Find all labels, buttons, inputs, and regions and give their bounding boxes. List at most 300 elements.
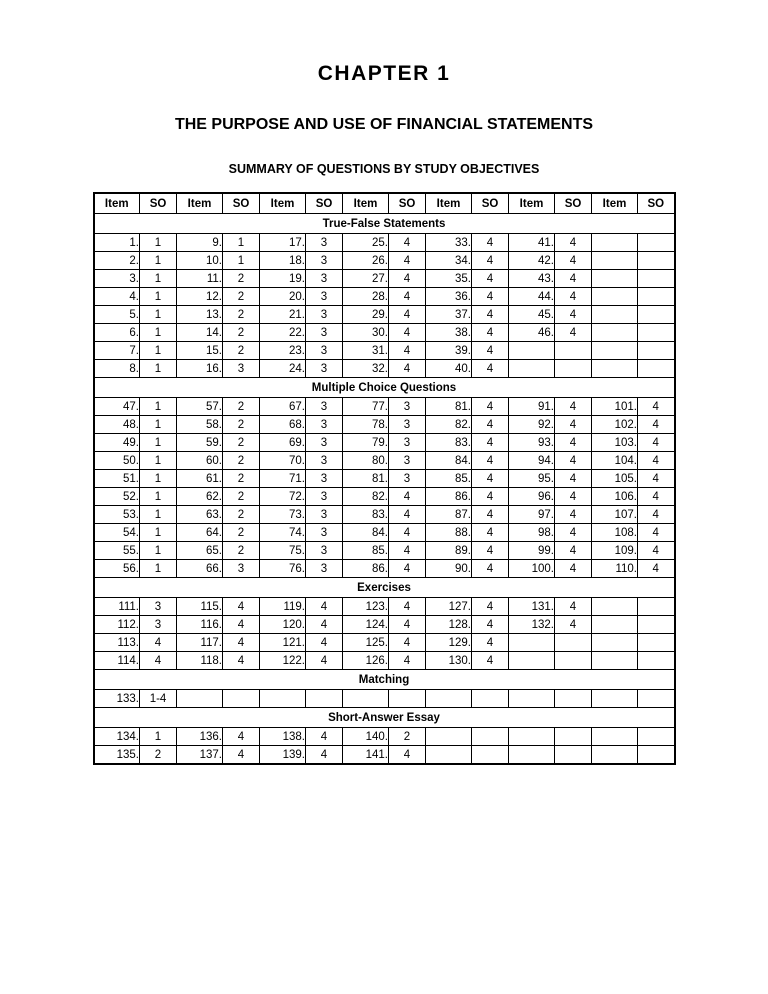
table-cell-item: 40. [426, 360, 472, 378]
table-cell-empty [472, 690, 509, 708]
table-cell-item: 78. [343, 416, 389, 434]
table-cell-item: 88. [426, 524, 472, 542]
column-header-item: Item [177, 193, 223, 214]
table-cell-so: 4 [389, 542, 426, 560]
table-cell-so: 1 [140, 306, 177, 324]
table-cell-item: 123. [343, 598, 389, 616]
table-cell-item: 128. [426, 616, 472, 634]
table-cell-empty [638, 306, 675, 324]
table-cell-so: 3 [389, 434, 426, 452]
table-cell-item: 63. [177, 506, 223, 524]
section-title: Matching [94, 670, 675, 690]
table-cell-so: 1 [140, 488, 177, 506]
table-cell-empty [638, 728, 675, 746]
table-row [94, 470, 675, 488]
table-cell-so: 4 [555, 598, 592, 616]
table-cell-so: 3 [306, 452, 343, 470]
table-cell-item: 140. [343, 728, 389, 746]
table-row [94, 728, 675, 746]
table-cell-so: 4 [472, 234, 509, 252]
table-cell-empty [555, 746, 592, 765]
table-cell-item: 81. [426, 398, 472, 416]
table-row [94, 542, 675, 560]
table-cell-item: 103. [592, 434, 638, 452]
table-cell-so: 4 [555, 324, 592, 342]
table-cell-so: 4 [638, 488, 675, 506]
table-cell-item: 114. [94, 652, 140, 670]
table-cell-empty [509, 634, 555, 652]
table-cell-item: 112. [94, 616, 140, 634]
table-row [94, 488, 675, 506]
table-cell-item: 95. [509, 470, 555, 488]
table-cell-item: 111. [94, 598, 140, 616]
table-cell-so: 4 [555, 252, 592, 270]
table-cell-item: 53. [94, 506, 140, 524]
table-cell-so: 4 [306, 652, 343, 670]
table-cell-empty [426, 728, 472, 746]
table-cell-empty [638, 634, 675, 652]
table-cell-empty [592, 598, 638, 616]
section-header-row [94, 214, 675, 234]
table-cell-item: 59. [177, 434, 223, 452]
table-cell-item: 98. [509, 524, 555, 542]
table-cell-so: 4 [389, 634, 426, 652]
column-header-so: SO [306, 193, 343, 214]
table-cell-so: 4 [472, 306, 509, 324]
table-cell-so: 4 [389, 288, 426, 306]
document-subtitle: THE PURPOSE AND USE OF FINANCIAL STATEMENTS [174, 116, 594, 133]
table-cell-so: 1 [140, 270, 177, 288]
section-title: Exercises [94, 578, 675, 598]
table-cell-so: 4 [555, 560, 592, 578]
table-cell-item: 61. [177, 470, 223, 488]
table-cell-so: 1 [140, 434, 177, 452]
table-cell-item: 82. [426, 416, 472, 434]
table-cell-so: 4 [306, 598, 343, 616]
table-cell-item: 13. [177, 306, 223, 324]
column-header-item: Item [509, 193, 555, 214]
column-header-item: Item [426, 193, 472, 214]
table-cell-so: 3 [140, 616, 177, 634]
table-cell-so: 4 [472, 506, 509, 524]
table-cell-so: 2 [223, 324, 260, 342]
table-cell-so: 3 [223, 360, 260, 378]
table-cell-item: 21. [260, 306, 306, 324]
table-cell-item: 70. [260, 452, 306, 470]
table-cell-item: 2. [94, 252, 140, 270]
table-cell-item: 97. [509, 506, 555, 524]
table-cell-so: 2 [223, 506, 260, 524]
table-cell-so: 2 [140, 746, 177, 765]
table-cell-empty [638, 342, 675, 360]
table-cell-so: 1 [140, 288, 177, 306]
table-cell-item: 115. [177, 598, 223, 616]
table-cell-so: 4 [638, 470, 675, 488]
table-cell-item: 8. [94, 360, 140, 378]
table-cell-so: 3 [389, 416, 426, 434]
table-row [94, 598, 675, 616]
table-cell-so: 4 [389, 306, 426, 324]
table-cell-item: 124. [343, 616, 389, 634]
table-cell-so: 4 [472, 452, 509, 470]
table-cell-item: 72. [260, 488, 306, 506]
table-cell-so: 4 [140, 634, 177, 652]
table-cell-so: 1 [140, 252, 177, 270]
summary-table [93, 192, 676, 765]
table-cell-so: 4 [223, 598, 260, 616]
table-cell-item: 31. [343, 342, 389, 360]
table-cell-so: 1 [140, 542, 177, 560]
table-cell-so: 3 [306, 416, 343, 434]
table-cell-item: 84. [426, 452, 472, 470]
column-header-so: SO [223, 193, 260, 214]
table-cell-so: 3 [306, 524, 343, 542]
table-cell-item: 4. [94, 288, 140, 306]
table-cell-item: 83. [426, 434, 472, 452]
table-cell-so: 2 [223, 416, 260, 434]
table-cell-so: 4 [472, 542, 509, 560]
column-header-so: SO [389, 193, 426, 214]
table-cell-empty [592, 342, 638, 360]
table-cell-so: 4 [472, 434, 509, 452]
table-cell-item: 29. [343, 306, 389, 324]
column-header-item: Item [592, 193, 638, 214]
table-cell-empty [426, 746, 472, 765]
table-cell-item: 23. [260, 342, 306, 360]
table-cell-so: 4 [555, 398, 592, 416]
table-row [94, 252, 675, 270]
table-cell-empty [306, 690, 343, 708]
table-cell-item: 14. [177, 324, 223, 342]
table-cell-item: 138. [260, 728, 306, 746]
table-cell-item: 51. [94, 470, 140, 488]
table-cell-so: 4 [472, 488, 509, 506]
table-cell-item: 84. [343, 524, 389, 542]
table-cell-so: 3 [306, 342, 343, 360]
table-cell-empty [555, 652, 592, 670]
table-cell-empty [472, 728, 509, 746]
table-cell-item: 68. [260, 416, 306, 434]
table-cell-item: 49. [94, 434, 140, 452]
table-row [94, 652, 675, 670]
table-cell-item: 110. [592, 560, 638, 578]
table-cell-item: 108. [592, 524, 638, 542]
table-cell-so: 4 [472, 598, 509, 616]
table-cell-so: 3 [389, 398, 426, 416]
table-cell-item: 7. [94, 342, 140, 360]
table-cell-so: 2 [223, 452, 260, 470]
table-cell-so: 4 [472, 398, 509, 416]
table-cell-so: 4 [306, 634, 343, 652]
table-cell-so: 2 [223, 306, 260, 324]
table-cell-item: 38. [426, 324, 472, 342]
column-header-so: SO [140, 193, 177, 214]
table-cell-so: 4 [472, 342, 509, 360]
table-cell-so: 4 [389, 488, 426, 506]
table-cell-item: 116. [177, 616, 223, 634]
table-cell-item: 52. [94, 488, 140, 506]
table-cell-empty [472, 746, 509, 765]
table-cell-item: 32. [343, 360, 389, 378]
table-cell-item: 121. [260, 634, 306, 652]
table-cell-so: 2 [223, 524, 260, 542]
table-cell-empty [555, 342, 592, 360]
table-cell-so: 1 [140, 416, 177, 434]
table-cell-item: 86. [343, 560, 389, 578]
column-header-item: Item [343, 193, 389, 214]
table-cell-item: 82. [343, 488, 389, 506]
table-cell-empty [509, 746, 555, 765]
table-row [94, 306, 675, 324]
table-cell-so: 4 [638, 416, 675, 434]
column-header-so: SO [555, 193, 592, 214]
table-cell-so: 4 [555, 452, 592, 470]
table-cell-item: 57. [177, 398, 223, 416]
table-cell-so: 4 [555, 270, 592, 288]
table-cell-item: 64. [177, 524, 223, 542]
table-cell-item: 54. [94, 524, 140, 542]
table-cell-item: 94. [509, 452, 555, 470]
table-cell-item: 93. [509, 434, 555, 452]
table-cell-so: 3 [306, 434, 343, 452]
table-cell-so: 4 [140, 652, 177, 670]
table-cell-so: 2 [223, 342, 260, 360]
table-cell-item: 41. [509, 234, 555, 252]
table-row [94, 524, 675, 542]
section-title: Short-Answer Essay [94, 708, 675, 728]
table-cell-empty [555, 634, 592, 652]
table-cell-so: 4 [638, 452, 675, 470]
table-cell-so: 4 [638, 560, 675, 578]
table-cell-empty [592, 324, 638, 342]
table-row [94, 634, 675, 652]
table-cell-item: 43. [509, 270, 555, 288]
table-cell-item: 27. [343, 270, 389, 288]
table-cell-so: 3 [306, 324, 343, 342]
table-cell-so: 4 [223, 728, 260, 746]
table-body [94, 214, 675, 765]
table-row [94, 360, 675, 378]
table-cell-so: 3 [306, 398, 343, 416]
table-cell-empty [509, 690, 555, 708]
table-cell-item: 22. [260, 324, 306, 342]
table-cell-empty [509, 360, 555, 378]
section-title: True-False Statements [94, 214, 675, 234]
table-cell-item: 10. [177, 252, 223, 270]
table-cell-item: 73. [260, 506, 306, 524]
table-cell-item: 76. [260, 560, 306, 578]
table-cell-item: 77. [343, 398, 389, 416]
table-cell-so: 4 [389, 252, 426, 270]
table-row [94, 452, 675, 470]
table-cell-empty [638, 288, 675, 306]
table-cell-item: 25. [343, 234, 389, 252]
table-cell-empty [638, 652, 675, 670]
table-cell-so: 1 [140, 360, 177, 378]
table-cell-so: 4 [555, 524, 592, 542]
table-cell-item: 45. [509, 306, 555, 324]
table-cell-item: 65. [177, 542, 223, 560]
table-row [94, 690, 675, 708]
table-cell-item: 58. [177, 416, 223, 434]
table-cell-empty [592, 360, 638, 378]
table-cell-item: 19. [260, 270, 306, 288]
table-cell-so: 4 [306, 616, 343, 634]
section-header-row [94, 578, 675, 598]
table-cell-so: 4 [472, 288, 509, 306]
table-cell-empty [509, 342, 555, 360]
table-cell-so: 4 [638, 398, 675, 416]
table-cell-item: 91. [509, 398, 555, 416]
table-cell-so: 4 [389, 506, 426, 524]
table-cell-so: 4 [472, 524, 509, 542]
table-cell-item: 37. [426, 306, 472, 324]
table-cell-item: 60. [177, 452, 223, 470]
table-cell-so: 3 [306, 270, 343, 288]
table-cell-item: 130. [426, 652, 472, 670]
table-cell-so: 3 [306, 506, 343, 524]
table-cell-so: 2 [223, 434, 260, 452]
section-header-row [94, 670, 675, 690]
table-cell-empty [555, 690, 592, 708]
table-cell-empty [177, 690, 223, 708]
table-cell-item: 71. [260, 470, 306, 488]
table-cell-item: 137. [177, 746, 223, 765]
table-cell-item: 129. [426, 634, 472, 652]
table-cell-so: 4 [389, 652, 426, 670]
table-cell-item: 67. [260, 398, 306, 416]
table-cell-item: 18. [260, 252, 306, 270]
table-cell-so: 4 [389, 524, 426, 542]
table-cell-so: 3 [306, 470, 343, 488]
table-row [94, 746, 675, 765]
section-title: Multiple Choice Questions [94, 378, 675, 398]
table-cell-so: 4 [223, 616, 260, 634]
table-cell-item: 104. [592, 452, 638, 470]
table-cell-item: 119. [260, 598, 306, 616]
table-cell-empty [592, 234, 638, 252]
table-header-row [94, 193, 675, 214]
table-cell-so: 4 [472, 616, 509, 634]
column-header-so: SO [638, 193, 675, 214]
table-cell-item: 134. [94, 728, 140, 746]
table-row [94, 616, 675, 634]
table-cell-item: 17. [260, 234, 306, 252]
table-cell-item: 20. [260, 288, 306, 306]
table-row [94, 434, 675, 452]
table-cell-item: 12. [177, 288, 223, 306]
table-cell-so: 1 [223, 234, 260, 252]
table-cell-item: 33. [426, 234, 472, 252]
table-row [94, 342, 675, 360]
table-cell-item: 113. [94, 634, 140, 652]
table-cell-empty [638, 270, 675, 288]
table-cell-so: 4 [555, 542, 592, 560]
table-row [94, 270, 675, 288]
column-header-item: Item [260, 193, 306, 214]
table-cell-item: 50. [94, 452, 140, 470]
table-cell-item: 35. [426, 270, 472, 288]
table-cell-item: 87. [426, 506, 472, 524]
table-cell-item: 99. [509, 542, 555, 560]
table-cell-so: 1 [140, 342, 177, 360]
table-cell-item: 26. [343, 252, 389, 270]
table-cell-so: 3 [306, 288, 343, 306]
table-cell-item: 131. [509, 598, 555, 616]
table-cell-so: 1-4 [140, 690, 177, 708]
table-cell-so: 4 [555, 470, 592, 488]
table-cell-so: 4 [555, 306, 592, 324]
table-cell-so: 3 [140, 598, 177, 616]
table-cell-item: 69. [260, 434, 306, 452]
table-header [94, 193, 675, 214]
table-cell-item: 34. [426, 252, 472, 270]
table-cell-so: 4 [223, 746, 260, 765]
section-header-row [94, 378, 675, 398]
table-cell-empty [638, 234, 675, 252]
table-cell-so: 1 [140, 524, 177, 542]
table-cell-item: 141. [343, 746, 389, 765]
table-row [94, 324, 675, 342]
table-cell-empty [592, 306, 638, 324]
table-cell-empty [638, 616, 675, 634]
table-cell-empty [638, 360, 675, 378]
table-cell-item: 74. [260, 524, 306, 542]
table-cell-empty [260, 690, 306, 708]
table-cell-so: 2 [223, 270, 260, 288]
table-cell-so: 4 [389, 342, 426, 360]
table-cell-empty [426, 690, 472, 708]
table-cell-item: 100. [509, 560, 555, 578]
table-cell-so: 4 [223, 652, 260, 670]
table-cell-so: 4 [306, 746, 343, 765]
table-cell-item: 66. [177, 560, 223, 578]
table-cell-so: 1 [140, 506, 177, 524]
table-cell-so: 4 [472, 652, 509, 670]
summary-heading: SUMMARY OF QUESTIONS BY STUDY OBJECTIVES [228, 162, 540, 176]
table-cell-so: 3 [306, 542, 343, 560]
table-cell-so: 2 [223, 288, 260, 306]
table-cell-so: 3 [389, 452, 426, 470]
table-cell-item: 44. [509, 288, 555, 306]
table-cell-so: 3 [306, 488, 343, 506]
table-cell-so: 3 [306, 560, 343, 578]
table-cell-so: 1 [140, 470, 177, 488]
table-cell-empty [638, 746, 675, 765]
table-cell-so: 2 [223, 398, 260, 416]
table-cell-empty [592, 270, 638, 288]
table-cell-item: 75. [260, 542, 306, 560]
table-cell-so: 4 [638, 506, 675, 524]
table-cell-item: 3. [94, 270, 140, 288]
table-cell-so: 2 [223, 488, 260, 506]
table-cell-so: 4 [472, 416, 509, 434]
table-cell-empty [638, 252, 675, 270]
table-cell-item: 122. [260, 652, 306, 670]
table-cell-so: 3 [389, 470, 426, 488]
table-cell-item: 81. [343, 470, 389, 488]
table-cell-item: 120. [260, 616, 306, 634]
table-cell-item: 80. [343, 452, 389, 470]
table-cell-so: 4 [389, 234, 426, 252]
table-cell-so: 4 [389, 616, 426, 634]
table-cell-so: 1 [140, 452, 177, 470]
section-header-row [94, 708, 675, 728]
table-cell-item: 118. [177, 652, 223, 670]
table-cell-so: 4 [555, 234, 592, 252]
table-cell-empty [592, 634, 638, 652]
table-row [94, 234, 675, 252]
